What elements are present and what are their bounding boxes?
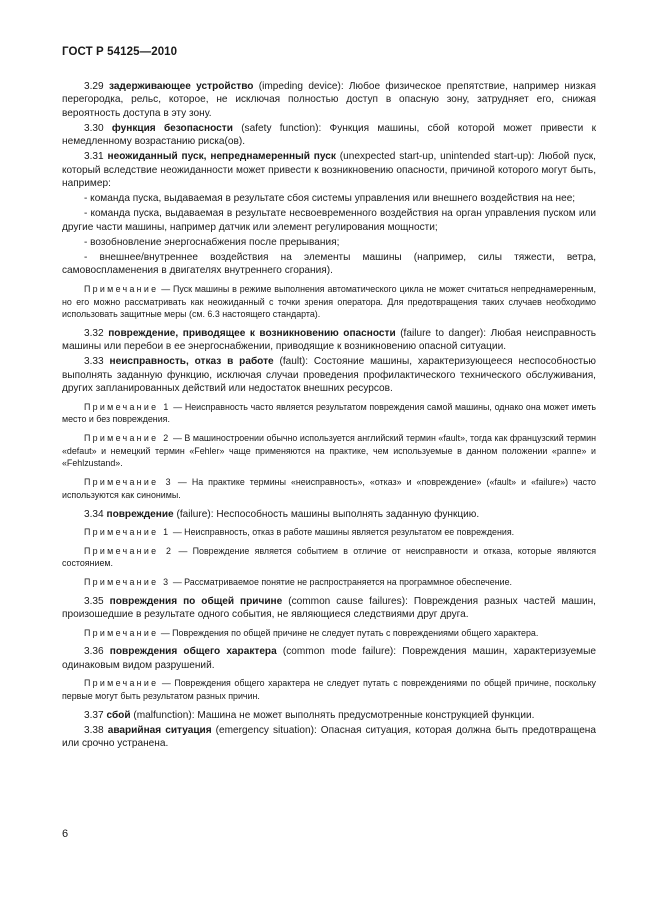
note xyxy=(62,526,596,539)
note xyxy=(62,576,596,589)
note-text: — Неисправность, отказ в работе машины является результатом ее повреждения. xyxy=(170,526,515,537)
term-name: повреждение, приводящее к возникновению опасности xyxy=(108,327,396,339)
note xyxy=(62,627,596,640)
term-text: (impeding device): Любое физическое препятствие, например низкая перегородка, рельс, которое, не исключая полностью доступ в опасную зону, затрудняет его, снижая вероятность доступа в эту зону. xyxy=(62,81,596,119)
term-name: повреждения общего характера xyxy=(109,646,277,658)
term-name: повреждения по общей причине xyxy=(109,595,283,607)
term-text: (malfunction): Машина не может выполнять предусмотренные конструкцией функции. xyxy=(130,709,535,721)
term-name: неисправность, отказ в работе xyxy=(109,356,274,368)
term-definition xyxy=(62,327,596,354)
page-number: 6 xyxy=(62,828,69,840)
list-item-text: - внешнее/внутреннее воздействия на элементы машины (например, силы тяжести, ветра, самовоспламенения в двигателях внутреннего сгорания). xyxy=(62,252,596,277)
term-definition xyxy=(62,355,596,395)
list-item-text: - команда пуска, выдаваемая в результате несвоевременного воздействия на орган управления пуском или другие части машины, например датчик или элемент регулирования мощности; xyxy=(62,208,596,233)
term-definition xyxy=(62,724,596,751)
term-name: функция безопасности xyxy=(111,122,233,134)
term-name: неожиданный пуск, непреднамеренный пуск xyxy=(107,151,336,163)
list-item xyxy=(62,236,596,249)
term-definition xyxy=(62,645,596,672)
term-text: (failure to danger): Любая неисправность машины или перебои в ее энергоснабжении, приводящие к возникновению опасной ситуации. xyxy=(62,327,596,353)
term-name: повреждение xyxy=(106,508,174,520)
note-text: — Рассматриваемое понятие не распространяется на программное обеспечение. xyxy=(170,577,512,588)
note xyxy=(62,401,596,426)
note-text: — На практике термины «неисправность», «отказ» и «повреждение» («fault» и «failure») часто используются как синонимы. xyxy=(62,477,596,500)
term-name: аварийная ситуация xyxy=(107,724,212,736)
note-label: Примечание 1 xyxy=(84,526,171,537)
term-number: 3.31 xyxy=(84,151,104,163)
note-text: — В машиностроении обычно используется английский термин «fault», тогда как французский термин «defaut» и немецкий термин «Fehler» чаще применяются на практике, чем используемые в данном положении «panne» и «Fehlzustand». xyxy=(62,433,597,469)
note-label: Примечание 1 xyxy=(84,401,171,412)
note-label: Примечание xyxy=(84,283,159,294)
note-label: Примечание 3 xyxy=(84,577,171,588)
note xyxy=(62,545,596,570)
term-number: 3.34 xyxy=(84,508,104,520)
note xyxy=(62,677,596,702)
list-item xyxy=(62,251,596,278)
term-text: (common cause failures): Повреждения разных частей машин, произошедшие в результате одного события, не являющиеся следствиями друг друга. xyxy=(62,595,596,621)
document-body xyxy=(62,80,596,752)
term-number: 3.30 xyxy=(84,122,104,134)
note-label: Примечание xyxy=(84,627,159,638)
list-item xyxy=(62,207,596,234)
note-text: — Повреждение является событием в отличие от неисправности и отказа, которые являются состоянием. xyxy=(62,545,596,569)
term-definition xyxy=(62,150,596,190)
term-number: 3.32 xyxy=(84,327,104,339)
term-definition xyxy=(62,80,596,120)
note-label: Примечание 3 xyxy=(84,477,173,488)
term-number: 3.33 xyxy=(84,356,104,368)
list-item-text: - возобновление энергоснабжения после прерывания; xyxy=(84,236,340,248)
note-text: — Пуск машины в режиме выполнения автоматического цикла не может считаться непреднамеренным, но его можно рассматривать как неожиданный с точки зрения оператора. Для предотвращения таких случаев необходимо использовать защитные меры (см. 6.3 настоящего стандарта). xyxy=(62,283,596,320)
term-number: 3.38 xyxy=(84,724,104,736)
note-label: Примечание xyxy=(84,678,159,689)
term-name: сбой xyxy=(106,709,131,721)
term-text: (safety function): Функция машины, сбой которой может привести к немедленному возрастанию риска(ов). xyxy=(62,122,596,148)
standard-header: ГОСТ Р 54125—2010 xyxy=(62,46,178,58)
note-label: Примечание 2 xyxy=(84,433,171,444)
note-text: — Неисправность часто является результатом повреждения самой машины, однако она может иметь место и без повреждения. xyxy=(62,401,597,425)
term-text: (unexpected start-up, unintended start-up): Любой пуск, который вследствие неожиданности может привести к возникновению опасности, причиной которого могут быть, например: xyxy=(62,151,596,190)
term-number: 3.36 xyxy=(84,646,104,658)
term-number: 3.37 xyxy=(84,709,104,721)
note-text: — Повреждения общего характера не следует путать с повреждениями по общей причине, поскольку первые могут быть результатом разных причин. xyxy=(62,678,596,701)
list-item-text: - команда пуска, выдаваемая в результате сбоя системы управления или внешнего воздействия на нее; xyxy=(84,193,576,205)
term-definition xyxy=(62,595,596,622)
list-item xyxy=(62,192,596,205)
term-definition xyxy=(62,508,596,521)
term-number: 3.29 xyxy=(84,81,104,92)
term-name: задерживающее устройство xyxy=(108,81,254,92)
term-definition xyxy=(62,709,596,722)
note xyxy=(62,476,596,501)
term-text: (emergency situation): Опасная ситуация, которая должна быть предотвращена или срочно устранена. xyxy=(62,724,596,750)
term-definition xyxy=(62,122,596,149)
note xyxy=(62,432,596,470)
note xyxy=(62,283,596,321)
term-text: (fault): Состояние машины, характеризующееся неспособностью выполнять заданную функцию, исключая случаи проведения профилактического технического обслуживания, других запланированных действий или недостаток внешних ресурсов. xyxy=(62,356,596,395)
term-text: (common mode failure): Повреждения машин, характеризуемые одинаковым видом разрушений. xyxy=(62,646,596,671)
term-number: 3.35 xyxy=(84,595,104,607)
term-text: (failure): Неспособность машины выполнять заданную функцию. xyxy=(173,508,480,520)
note-label: Примечание 2 xyxy=(84,545,174,556)
note-text: — Повреждения по общей причине не следует путать с повреждениями общего характера. xyxy=(158,627,539,638)
